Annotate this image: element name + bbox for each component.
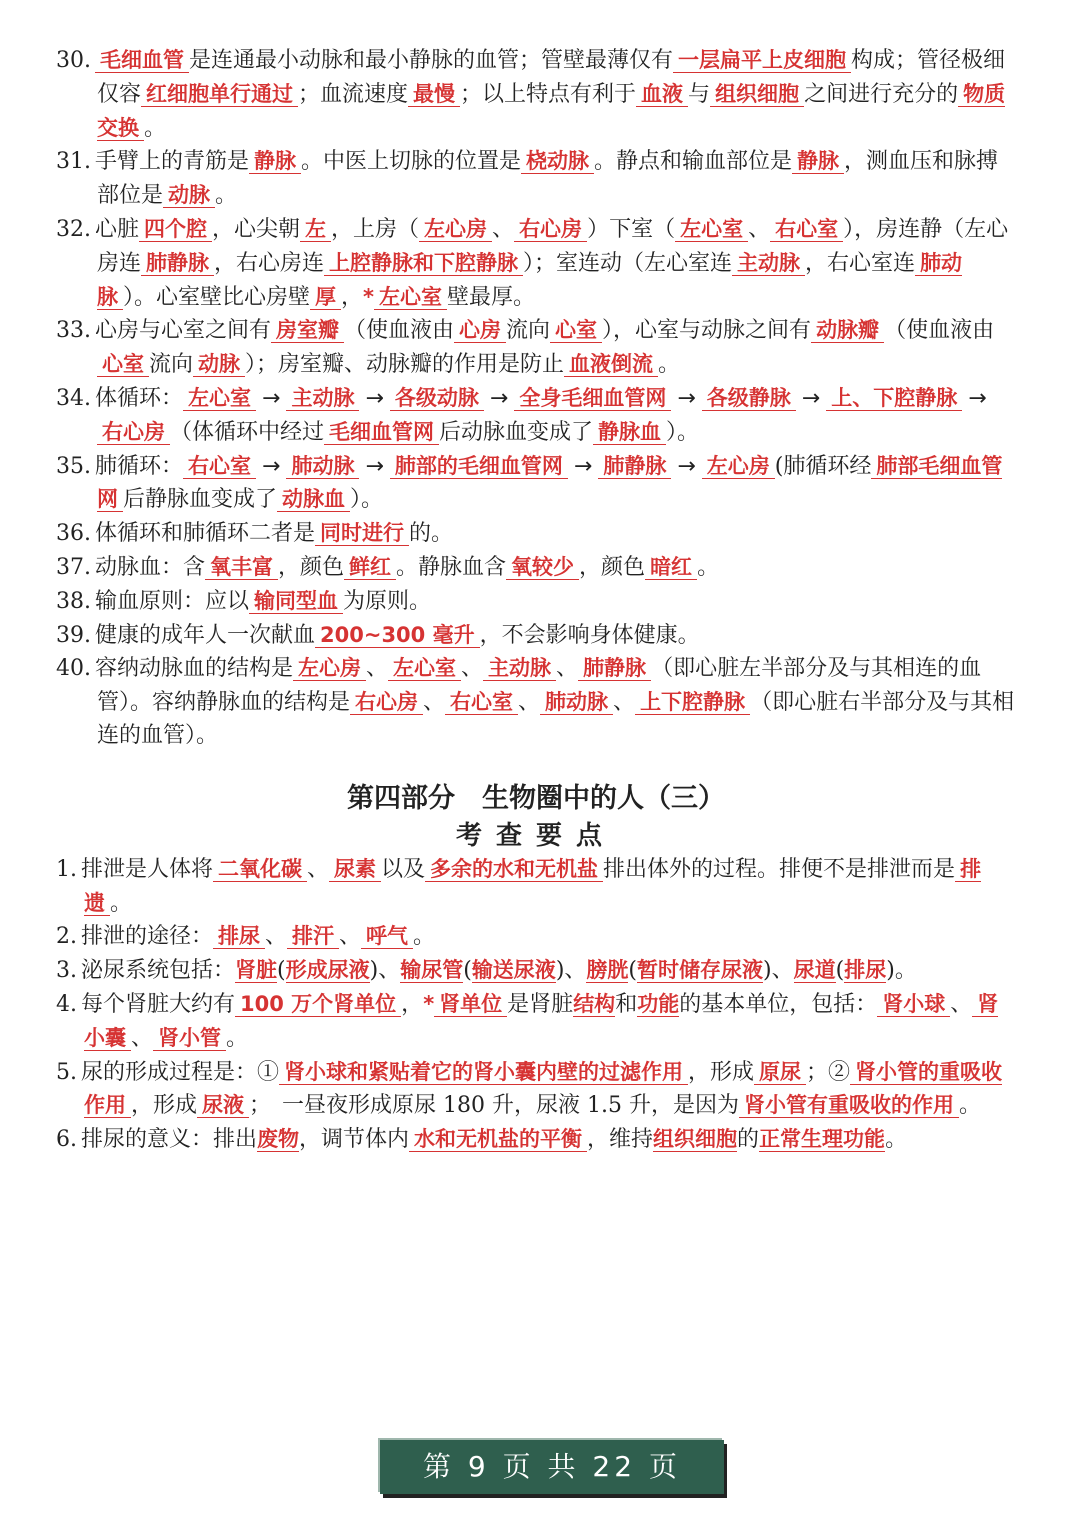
- question-38: [56, 585, 1016, 619]
- separator: 、: [366, 656, 389, 682]
- point-text: 。: [894, 958, 917, 984]
- paren: ): [886, 958, 895, 984]
- blank-answer: 全身毛细血管网: [514, 386, 671, 411]
- question-text: 体循环：: [95, 385, 184, 411]
- point-text: 尿的形成过程是：①: [81, 1059, 280, 1085]
- content: [56, 44, 1016, 1157]
- blank-answer: 四个腔: [139, 217, 212, 242]
- question-number: 40.: [56, 656, 91, 682]
- blank-answer: 组织细胞: [710, 82, 804, 107]
- question-text: 壁最厚。: [447, 284, 536, 310]
- blank-answer: 氧较少: [506, 555, 579, 580]
- question-text: 容纳动脉血的结构是: [95, 656, 294, 682]
- blank-answer: 静脉: [249, 149, 301, 174]
- separator: 、: [378, 958, 401, 984]
- blank-answer: 右心房: [97, 420, 170, 445]
- highlight: 暂时储存尿液: [637, 958, 764, 983]
- question-text: 健康的成年人一次献血: [95, 622, 316, 648]
- separator: 、: [339, 924, 362, 950]
- question-text: ）。心室壁比心房壁: [123, 284, 311, 310]
- point-text: 排出体外的过程。排便不是排泄而是: [603, 856, 956, 882]
- question-text: 。: [144, 115, 167, 141]
- question-text: 肺循环：: [95, 453, 184, 479]
- question-34: [56, 382, 1016, 450]
- blank-answer: 主动脉: [732, 251, 805, 276]
- paren: ): [763, 958, 772, 984]
- blank-answer: 一层扁平上皮细胞: [673, 48, 851, 73]
- question-text: 体循环和肺循环二者是: [95, 521, 316, 547]
- question-39: [56, 619, 1016, 653]
- question-text: ，上房（: [331, 216, 420, 242]
- blank-answer: 肾小球: [877, 992, 950, 1017]
- blank-answer: 暗红: [645, 555, 697, 580]
- point-text: 。: [413, 924, 436, 950]
- question-37: [56, 551, 1016, 585]
- point-text: 排尿的意义：排出: [81, 1127, 258, 1153]
- blank-answer: 100 万个肾单位: [235, 992, 401, 1017]
- point-text: ；②: [806, 1059, 851, 1085]
- point-text: 排泄是人体将: [81, 856, 214, 882]
- blank-answer: 200~300 毫升: [315, 623, 480, 648]
- blank-answer: 肺动脉: [540, 690, 613, 715]
- question-text: 、: [492, 216, 515, 242]
- section-subtitle: 考查要点: [455, 820, 616, 851]
- blank-answer: 肺静脉: [598, 454, 671, 479]
- question-text: ）。: [350, 487, 384, 513]
- question-text: ）下室（: [587, 216, 676, 242]
- point-text: ，维持: [587, 1127, 654, 1153]
- blank-answer: 二氧化碳: [213, 857, 307, 882]
- question-31: [56, 145, 1016, 213]
- blank-answer: 上、下腔静脉: [826, 386, 962, 411]
- blank-answer: 肺部毛细血管网: [97, 453, 1003, 512]
- question-text: 。静脉血含: [396, 554, 507, 580]
- blank-answer: 氧丰富: [205, 555, 278, 580]
- question-text: 后静脉血变成了: [123, 487, 278, 513]
- question-number: 34.: [56, 385, 91, 411]
- blank-answer: 肺部的毛细血管网: [390, 454, 568, 479]
- question-text: 与: [688, 81, 711, 107]
- question-32: [56, 213, 1016, 314]
- point-text: 的: [737, 1127, 760, 1153]
- question-text: 流向: [149, 352, 194, 378]
- blank-answer: 桡动脉: [521, 149, 594, 174]
- separator: 、: [950, 991, 973, 1017]
- blank-answer: 上下腔静脉: [635, 690, 750, 715]
- question-text: ，测血压和脉搏部位是: [97, 149, 999, 209]
- point-number: 5.: [56, 1059, 77, 1085]
- question-text: 是连通最小动脉和最小静脉的血管；管壁最薄仅有: [189, 48, 674, 73]
- arrow-icon: →: [262, 453, 281, 479]
- question-text: 后动脉血变成了: [439, 419, 594, 445]
- separator: 、: [564, 958, 587, 984]
- point-number: 1.: [56, 856, 77, 882]
- blank-answer: 排汗: [287, 924, 339, 949]
- blank-answer: 尿素: [329, 857, 381, 882]
- question-35: [56, 450, 1016, 518]
- blank-answer: 左: [300, 217, 331, 242]
- blank-answer: 右心房: [350, 690, 423, 715]
- blank-answer: 肺静脉: [141, 251, 214, 276]
- question-text: ，颜色: [278, 554, 345, 580]
- blank-answer: 物质交换: [97, 81, 1006, 140]
- blank-answer: 红细胞单行通过: [141, 82, 298, 107]
- blank-answer: 肾小囊: [84, 991, 999, 1050]
- blank-answer: 最慢: [408, 82, 460, 107]
- point-5: [56, 1056, 1016, 1124]
- question-text: 。静点和输血部位是: [594, 149, 793, 175]
- blank-answer: 左心室: [388, 656, 461, 681]
- blank-answer: 肾单位: [434, 992, 507, 1017]
- point-6: [56, 1123, 1016, 1157]
- arrow-icon: →: [801, 385, 821, 411]
- blank-answer: 左心房: [702, 454, 775, 479]
- highlight: 组织细胞: [653, 1127, 738, 1152]
- blank-answer: 右心室: [445, 690, 518, 715]
- question-number: 39.: [56, 622, 91, 648]
- question-text: 心脏: [95, 216, 140, 242]
- question-text: 构成；管径极细仅容: [97, 48, 1006, 107]
- point-text: ，: [401, 991, 424, 1017]
- blank-answer: 右心室: [770, 217, 843, 242]
- question-number: 38.: [56, 588, 91, 614]
- blank-answer: 动脉: [163, 183, 215, 208]
- separator: 、: [518, 690, 541, 716]
- star-mark: *: [423, 991, 435, 1016]
- blank-answer: 肾小管: [153, 1026, 226, 1051]
- question-text: 动脉血：含: [95, 554, 206, 580]
- blank-answer: 左心室: [374, 285, 447, 310]
- question-text: ，右心室连: [805, 250, 916, 276]
- arrow-icon: →: [677, 385, 696, 411]
- point-2: [56, 920, 1016, 954]
- blank-answer: 静脉血: [593, 420, 666, 445]
- point-text: 和: [615, 991, 638, 1017]
- point-text: 、: [307, 856, 330, 882]
- blank-answer: 肾小管的重吸收作用: [84, 1059, 1003, 1118]
- point-text: ，调节体内: [299, 1127, 410, 1153]
- point-text: 是肾脏: [507, 991, 574, 1017]
- point-text: 。: [226, 1025, 249, 1051]
- blank-answer: 静脉: [792, 149, 844, 174]
- point-text: ； 一昼夜形成原尿 180 升，尿液 1.5 升，是因为: [249, 1093, 739, 1119]
- question-number: 35.: [56, 453, 91, 479]
- question-text: 。: [697, 554, 720, 580]
- blank-answer: 肺动脉: [97, 250, 963, 309]
- highlight: 结构: [573, 991, 616, 1016]
- paren: (: [463, 958, 472, 984]
- point-text: 泌尿系统包括：: [81, 958, 236, 984]
- question-number: 30.: [56, 48, 91, 73]
- question-text: ；以上特点有利于: [460, 81, 637, 107]
- blank-answer: 排尿: [213, 924, 265, 949]
- point-4: [56, 988, 1016, 1056]
- point-number: 2.: [56, 924, 77, 950]
- star-mark: *: [363, 284, 375, 309]
- blank-answer: 房室瓣: [271, 318, 344, 343]
- question-text: ；血流速度: [298, 81, 409, 107]
- question-number: 31.: [56, 149, 91, 175]
- question-text: 心房与心室之间有: [95, 318, 272, 344]
- paren: ): [555, 958, 565, 984]
- point-1: [56, 853, 1016, 921]
- question-40: [56, 652, 1016, 752]
- blank-answer: 左心房: [419, 217, 492, 242]
- blank-answer: 毛细血管网: [324, 420, 439, 445]
- blank-answer: 厚: [310, 285, 341, 310]
- blank-answer: 水和无机盐的平衡: [409, 1127, 587, 1152]
- arrow-icon: →: [968, 385, 987, 411]
- question-number: 32.: [56, 216, 91, 242]
- blank-answer: 左心室: [675, 217, 748, 242]
- highlight: 正常生理功能: [759, 1127, 886, 1152]
- question-number: 33.: [56, 318, 91, 344]
- highlight: 输尿管: [400, 958, 464, 983]
- blank-answer: 鲜红: [344, 555, 396, 580]
- highlight: 肾脏: [235, 958, 278, 983]
- point-text: 。: [110, 890, 133, 916]
- arrow-icon: →: [365, 385, 384, 411]
- separator: 、: [265, 924, 288, 950]
- highlight: 形成尿液: [285, 958, 370, 983]
- blank-answer: 尿液: [197, 1093, 249, 1118]
- question-text: ），房连静（左心房连: [97, 216, 1009, 276]
- paren: (: [277, 958, 286, 984]
- question-text: ）；房室瓣、动脉瓣的作用是防止: [245, 352, 565, 378]
- question-33: [56, 314, 1016, 382]
- separator: 、: [556, 656, 579, 682]
- separator: 、: [771, 958, 794, 984]
- question-text: ），心室与动脉之间有: [602, 318, 812, 344]
- question-text: ）；室连动（左心室连: [523, 250, 733, 276]
- section-title: 第四部分 生物圈中的人（三）: [347, 782, 725, 814]
- question-text: （即心脏右半部分及与其相连的血管）。: [97, 690, 1015, 748]
- question-text: 的。: [409, 521, 454, 547]
- question-36: [56, 517, 1016, 551]
- question-text: （使血液由: [344, 318, 455, 344]
- point-number: 3.: [56, 958, 77, 984]
- blank-answer: 上腔静脉和下腔静脉: [324, 251, 523, 276]
- question-text: ，不会影响身体健康。: [479, 622, 700, 648]
- highlight: 功能: [637, 991, 680, 1016]
- paren: (: [628, 958, 638, 984]
- point-text: 。: [958, 1093, 981, 1119]
- blank-answer: 左心室: [183, 386, 256, 411]
- blank-answer: 排遗: [84, 856, 982, 915]
- separator: 、: [131, 1025, 154, 1051]
- point-text: ，形成: [688, 1059, 755, 1085]
- question-text: （即心脏左半部分及与其相连的血管）。容纳静脉血的结构是: [97, 656, 982, 716]
- blank-answer: 动脉: [193, 352, 245, 377]
- question-text: （体循环中经过: [170, 419, 325, 445]
- blank-answer: 多余的水和无机盐: [425, 857, 603, 882]
- highlight: 排尿: [844, 958, 887, 983]
- separator: 、: [613, 690, 636, 716]
- point-text: 每个肾脏大约有: [81, 991, 236, 1017]
- blank-answer: 肺动脉: [286, 454, 359, 479]
- blank-answer: 肾小管有重吸收的作用: [739, 1093, 959, 1118]
- question-text: (肺循环经: [774, 453, 872, 479]
- question-number: 37.: [56, 554, 91, 580]
- paren: (: [835, 958, 845, 984]
- question-text: 之间进行充分的: [804, 81, 959, 107]
- paren: ): [369, 958, 379, 984]
- arrow-icon: →: [365, 453, 384, 479]
- blank-answer: 血液倒流: [564, 352, 658, 377]
- blank-answer: 肺静脉: [578, 656, 651, 681]
- blank-answer: 右心室: [183, 454, 256, 479]
- question-text: ，右心房连: [214, 250, 325, 276]
- question-text: 、: [748, 216, 771, 242]
- blank-answer: 各级静脉: [702, 386, 796, 411]
- blank-answer: 原尿: [754, 1060, 806, 1085]
- arrow-icon: →: [262, 385, 281, 411]
- blank-answer: 主动脉: [286, 386, 359, 411]
- arrow-icon: →: [489, 385, 509, 411]
- arrow-icon: →: [573, 453, 593, 479]
- question-text: （使血液由: [884, 318, 995, 344]
- point-text: 以及: [381, 856, 426, 882]
- point-3: [56, 954, 1016, 988]
- blank-answer: 同时进行: [315, 521, 409, 546]
- question-text: 。: [658, 352, 681, 378]
- point-text: ，形成: [131, 1093, 198, 1119]
- separator: 、: [423, 690, 446, 716]
- blank-answer: 左心房: [293, 656, 366, 681]
- question-text: 流向: [506, 318, 551, 344]
- blank-answer: 心室: [550, 318, 602, 343]
- highlight: 输送尿液: [471, 958, 556, 983]
- blank-answer: 右心房: [514, 217, 587, 242]
- blank-answer: 心房: [454, 318, 506, 343]
- page-number-badge: 第 9 页 共 22 页: [380, 1440, 724, 1494]
- question-text: ，: [341, 284, 364, 310]
- blank-answer: 主动脉: [483, 656, 556, 681]
- question-text: 为原则。: [343, 588, 432, 614]
- blank-answer: 各级动脉: [390, 386, 484, 411]
- question-text: ，颜色: [579, 554, 646, 580]
- question-30: [56, 44, 1016, 145]
- point-text: 。: [885, 1127, 908, 1153]
- question-text: 。中医上切脉的位置是: [301, 149, 522, 175]
- blank-answer: 动脉血: [277, 487, 350, 512]
- blank-answer: 肾小球和紧贴着它的肾小囊内壁的过滤作用: [279, 1060, 688, 1085]
- separator: 、: [461, 656, 484, 682]
- question-text: 输血原则：应以: [95, 588, 250, 614]
- question-text: ）。: [666, 419, 700, 445]
- highlight: 尿道: [793, 958, 836, 983]
- blank-answer: 呼气: [361, 924, 413, 949]
- highlight: 废物: [257, 1127, 300, 1152]
- arrow-icon: →: [677, 453, 696, 479]
- blank-answer: 心室: [97, 352, 149, 377]
- blank-answer: 毛细血管: [95, 48, 189, 73]
- point-number: 4.: [56, 991, 77, 1017]
- question-text: 。: [215, 183, 238, 209]
- question-text: ，心尖朝: [212, 216, 301, 242]
- question-number: 36.: [56, 521, 91, 547]
- blank-answer: 输同型血: [249, 589, 343, 614]
- blank-answer: 血液: [636, 82, 688, 107]
- question-text: 手臂上的青筋是: [95, 149, 250, 175]
- point-text: 排泄的途径：: [81, 924, 214, 950]
- point-text: 的基本单位，包括：: [679, 991, 878, 1017]
- point-number: 6.: [56, 1127, 77, 1153]
- highlight: 膀胱: [586, 958, 629, 983]
- blank-answer: 动脉瓣: [811, 318, 884, 343]
